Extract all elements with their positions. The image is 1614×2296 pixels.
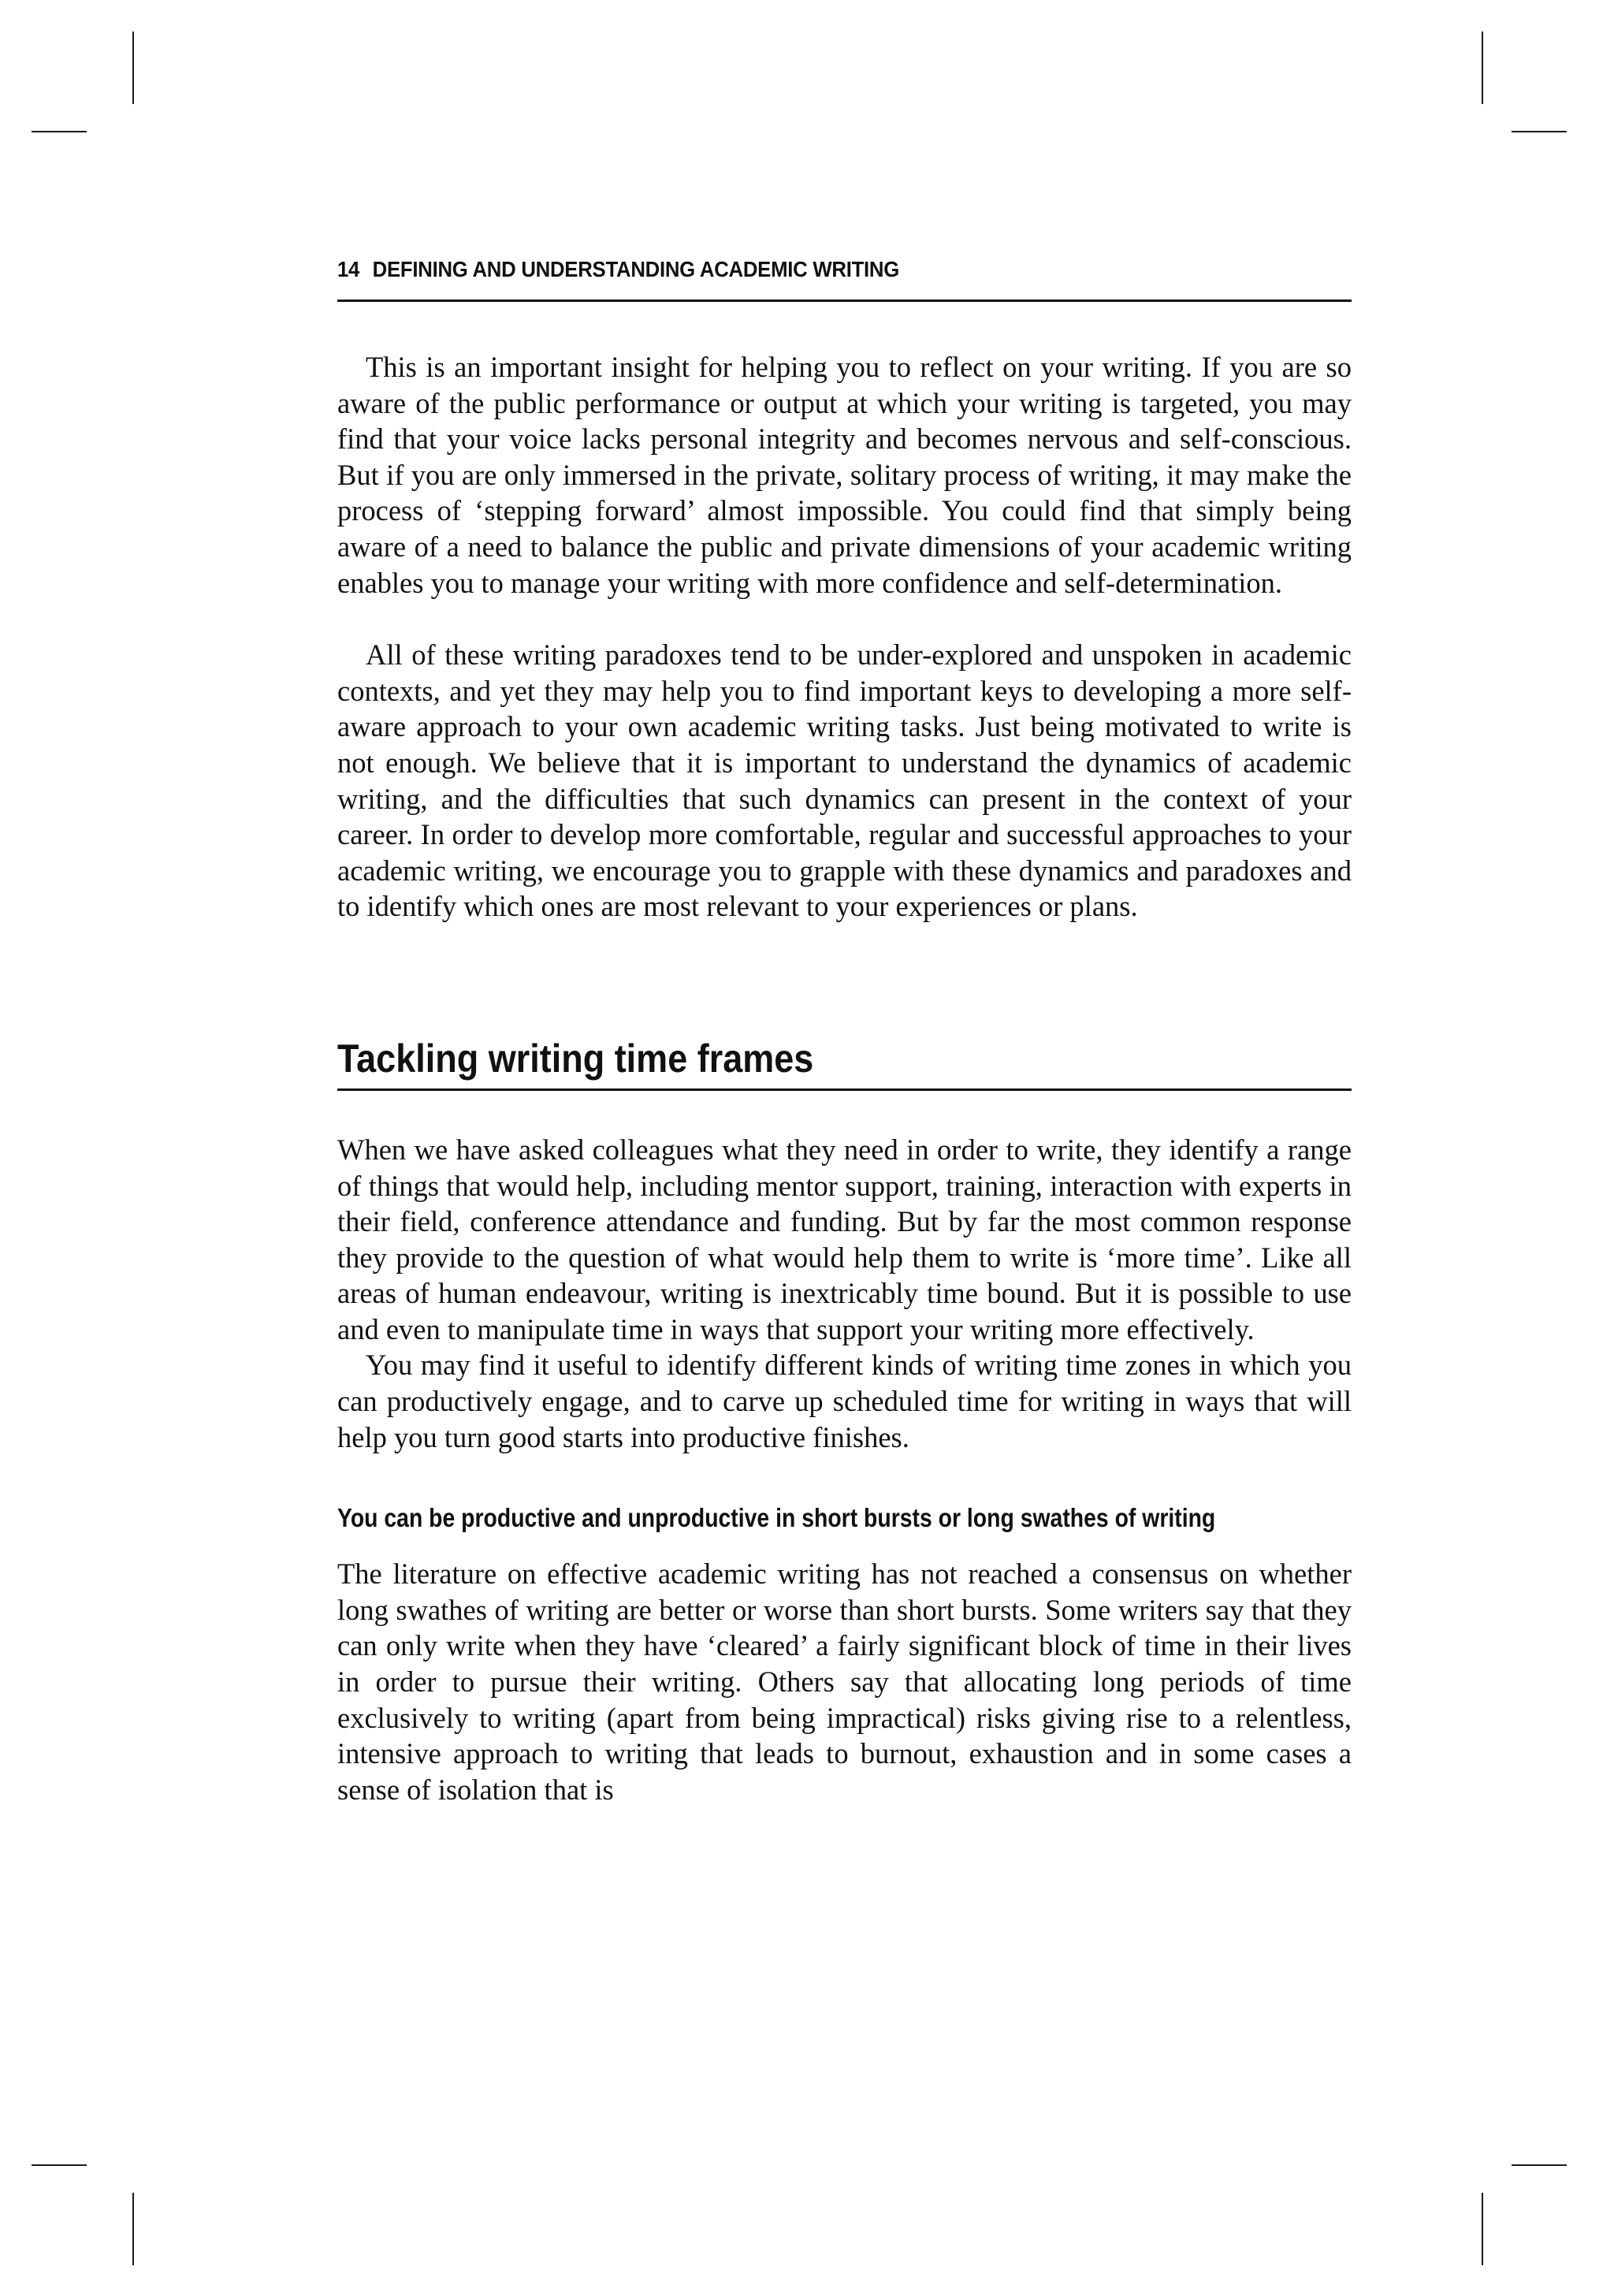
paragraph-public-private: This is an important insight for helping you to reflect on your writing. If you are so aware of the public performance or output at which your writing is targeted, you may find that your voice lacks personal integrity and becomes nervous and self-conscious. But if you are only immersed in the private, solitary process of writing, it may make the process of ‘stepping forward’ almost impossible. You could find that simply being aware of a need to balance the public and private dimensions of your academic writing enables you to manage your writing with more confidence and self-determination. — [337, 351, 1352, 599]
book-page — [337, 254, 1352, 1807]
crop-mark-top-left-vertical — [132, 32, 134, 104]
crop-mark-bottom-left-vertical — [132, 2193, 134, 2265]
running-head-title: DEFINING AND UNDERSTANDING ACADEMIC WRITING — [372, 257, 900, 281]
running-head — [337, 254, 1270, 285]
crop-mark-bottom-right-horizontal — [1512, 2164, 1567, 2166]
paragraph-literature: The literature on effective academic writing has not reached a consensus on whether long swathes of writing are better or worse than short bursts. Some writers say that they can only write when they have ‘cleared’ a fairly significant block of time in their lives in order to pursue their writing. Others say that allocating long periods of time exclusively to writing (apart from being impractical) risks giving rise to a relentless, intensive approach to writing that leads to burnout, exhaustion and in some cases a sense of isolation that is — [337, 1557, 1352, 1806]
sub-heading: You can be productive and unproductive in short bursts or long swathes of writing — [337, 1503, 1216, 1533]
section-heading-rule — [337, 1088, 1352, 1091]
paragraph-writing-paradoxes: All of these writing paradoxes tend to be under-explored and unspoken in academic contexts, and yet they may help you to find important keys to developing a more self-aware approach to your own academic writing tasks. Just being motivated to write is not enough. We believe that it is important to understand the dynamics of academic writing, and the difficulties that such dynamics can present in the context of your career. In order to develop more comfortable, regular and successful approaches to your academic writing, we encourage you to grapple with these dynamics and paradoxes and to identify which ones are most relevant to your experiences or plans. — [337, 638, 1352, 923]
crop-mark-top-right-vertical — [1482, 32, 1483, 104]
page-number: 14 — [337, 257, 360, 281]
crop-mark-bottom-right-vertical — [1482, 2193, 1483, 2265]
section-heading: Tackling writing time frames — [337, 1036, 814, 1081]
crop-mark-top-left-horizontal — [32, 131, 87, 132]
paragraph-time-zones: You may find it useful to identify different kinds of writing time zones in which you can productively engage, and to carve up scheduled time for writing in ways that will help you turn good starts into productive finishes. — [337, 1349, 1352, 1453]
crop-mark-top-right-horizontal — [1512, 131, 1567, 132]
running-head-rule — [337, 300, 1352, 302]
paragraph-more-time: When we have asked colleagues what they need in order to write, they identify a range of things that would help, including mentor support, training, interaction with experts in their field, conference attendance and funding. But by far the most common response they provide to the question of what would help them to write is ‘more time’. Like all areas of human endeavour, writing is inextricably time bound. But it is possible to use and even to manipulate time in ways that support your writing more effectively. — [337, 1133, 1352, 1345]
crop-mark-bottom-left-horizontal — [32, 2164, 87, 2166]
